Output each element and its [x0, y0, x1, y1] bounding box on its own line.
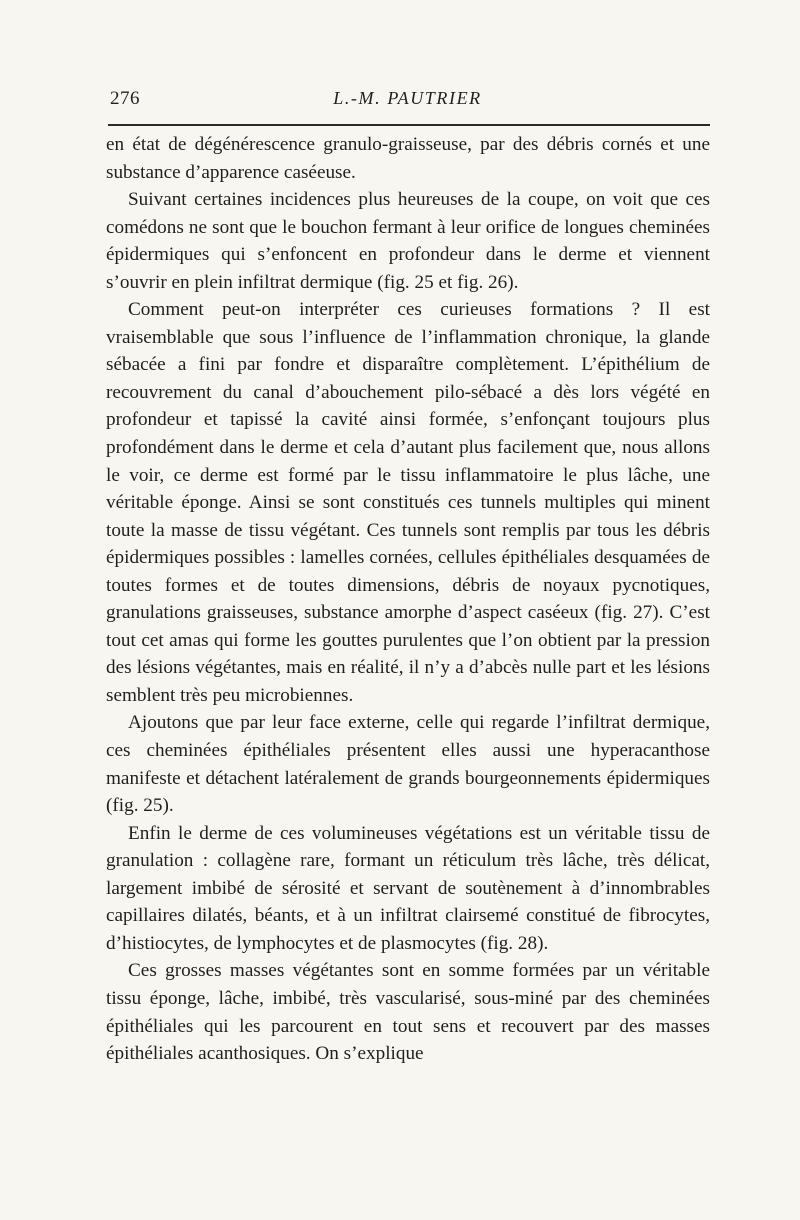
paragraph: Ces grosses masses végétantes sont en somme formées par un véritable tissu éponge, lâche, imbibé, très vascularisé, sous-miné par des cheminées épithéliales qui les parcourent en tout sens et recouvert par des masses épithéliales acanthosiques. On s’explique: [106, 960, 710, 1065]
paragraph: Suivant certaines incidences plus heureuses de la coupe, on voit que ces comédons ne sont que le bouchon fermant à leur orifice de longues cheminées épidermiques qui s’enfoncent en profondeur dans le derme et viennent s’ouvrir en plein infiltrat dermique (fig. 25 et fig. 26).: [106, 189, 710, 293]
paragraph: Enfin le derme de ces volumineuses végétations est un véritable tissu de granulation : collagène rare, formant un réticulum très lâche, très délicat, largement imbibé de sérosité et servant de soutènement à d’innombrables capillaires dilatés, béants, et à un infiltrat clairsemé constitué de fibrocytes, d’histiocytes, de lymphocytes et de plasmocytes (fig. 28).: [106, 822, 710, 954]
running-head-author: L.-M. PAUTRIER: [333, 88, 482, 108]
paragraph: en état de dégénérescence granulo-graisseuse, par des débris cornés et une substance d’apparence caséeuse.: [106, 134, 710, 183]
page-number: 276: [110, 88, 140, 109]
running-head: [106, 88, 709, 114]
body-text: [106, 131, 710, 1068]
header-rule: [108, 124, 710, 126]
paragraph: Comment peut-on interpréter ces curieuses formations ? Il est vraisemblable que sous l’influence de l’inflammation chronique, la glande sébacée a fini par fondre et disparaître complètement. L’épithélium de recouvrement du canal d’abouchement pilo-sébacé a dès lors végété en profondeur et tapissé la cavité ainsi formée, s’enfonçant toujours plus profondément dans le derme et cela d’autant plus facilement que, nous allons le voir, ce derme est formé par le tissu inflammatoire le plus lâche, une véritable éponge. Ainsi se sont constitués ces tunnels multiples qui minent toute la masse de tissu végétant. Ces tunnels sont remplis par tous les débris épidermiques possibles : lamelles cornées, cellules épithéliales desquamées de toutes formes et de toutes dimensions, débris de noyaux pycnotiques, granulations graisseuses, substance amorphe d’aspect caséeux (fig. 27). C’est tout cet amas qui forme les gouttes purulentes que l’on obtient par la pression des lésions végétantes, mais en réalité, il n’y a d’abcès nulle part et les lésions semblent très peu microbiennes.: [106, 299, 710, 706]
paragraph: Ajoutons que par leur face externe, celle qui regarde l’infiltrat dermique, ces cheminées épithéliales présentent elles aussi une hyperacanthose manifeste et détachent latéralement de grands bourgeonnements épidermiques (fig. 25).: [106, 712, 710, 817]
